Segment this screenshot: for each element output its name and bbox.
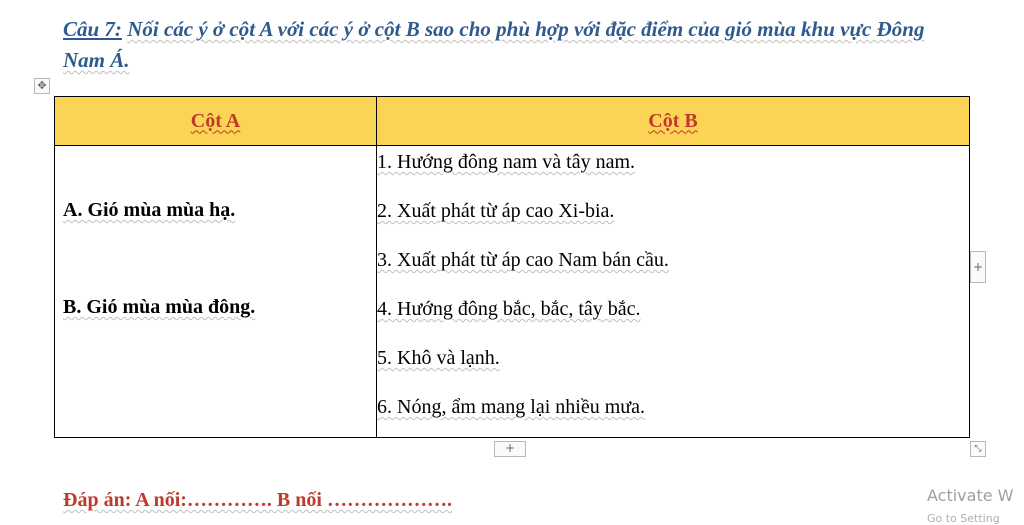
column-b-item: 4. Hướng đông bắc, bắc, tây bắc.	[377, 298, 641, 320]
column-b-item: 2. Xuất phát từ áp cao Xi-bia.	[377, 200, 615, 222]
table-resize-handle-icon[interactable]: ⤡	[970, 441, 986, 457]
column-a-cell	[55, 146, 377, 438]
column-b-cell	[377, 146, 970, 438]
column-b-item: 6. Nóng, ẩm mang lại nhiều mưa.	[377, 396, 646, 418]
header-column-b: Cột B	[377, 97, 970, 146]
answer-line	[63, 489, 452, 512]
question-number: Câu 7:	[63, 17, 122, 41]
header-column-a: Cột A	[55, 97, 377, 146]
answer-label: Đáp án: A nối:…………. B nối ……………….	[63, 489, 452, 511]
activation-watermark-sub: Go to Setting	[927, 512, 1000, 525]
table-body-row	[55, 146, 970, 438]
table-header-row	[55, 97, 970, 146]
question-text	[63, 14, 963, 76]
column-b-item: 3. Xuất phát từ áp cao Nam bán cầu.	[377, 249, 669, 271]
table-move-handle-icon[interactable]: ✥	[34, 78, 50, 94]
add-column-icon[interactable]: +	[970, 251, 986, 283]
add-row-icon[interactable]: +	[494, 441, 526, 457]
matching-table	[54, 96, 970, 438]
column-b-item: 1. Hướng đông nam và tây nam.	[377, 151, 636, 173]
column-a-item: B. Gió mùa mùa đông.	[63, 296, 256, 318]
column-a-item: A. Gió mùa mùa hạ.	[63, 199, 236, 221]
activation-watermark: Activate W	[927, 486, 1014, 505]
column-b-item: 5. Khô và lạnh.	[377, 347, 500, 369]
question-body: Nối các ý ở cột A với các ý ở cột B sao cho phù hợp với đặc điểm của gió mùa khu vực Đông Nam Á.	[63, 17, 925, 72]
